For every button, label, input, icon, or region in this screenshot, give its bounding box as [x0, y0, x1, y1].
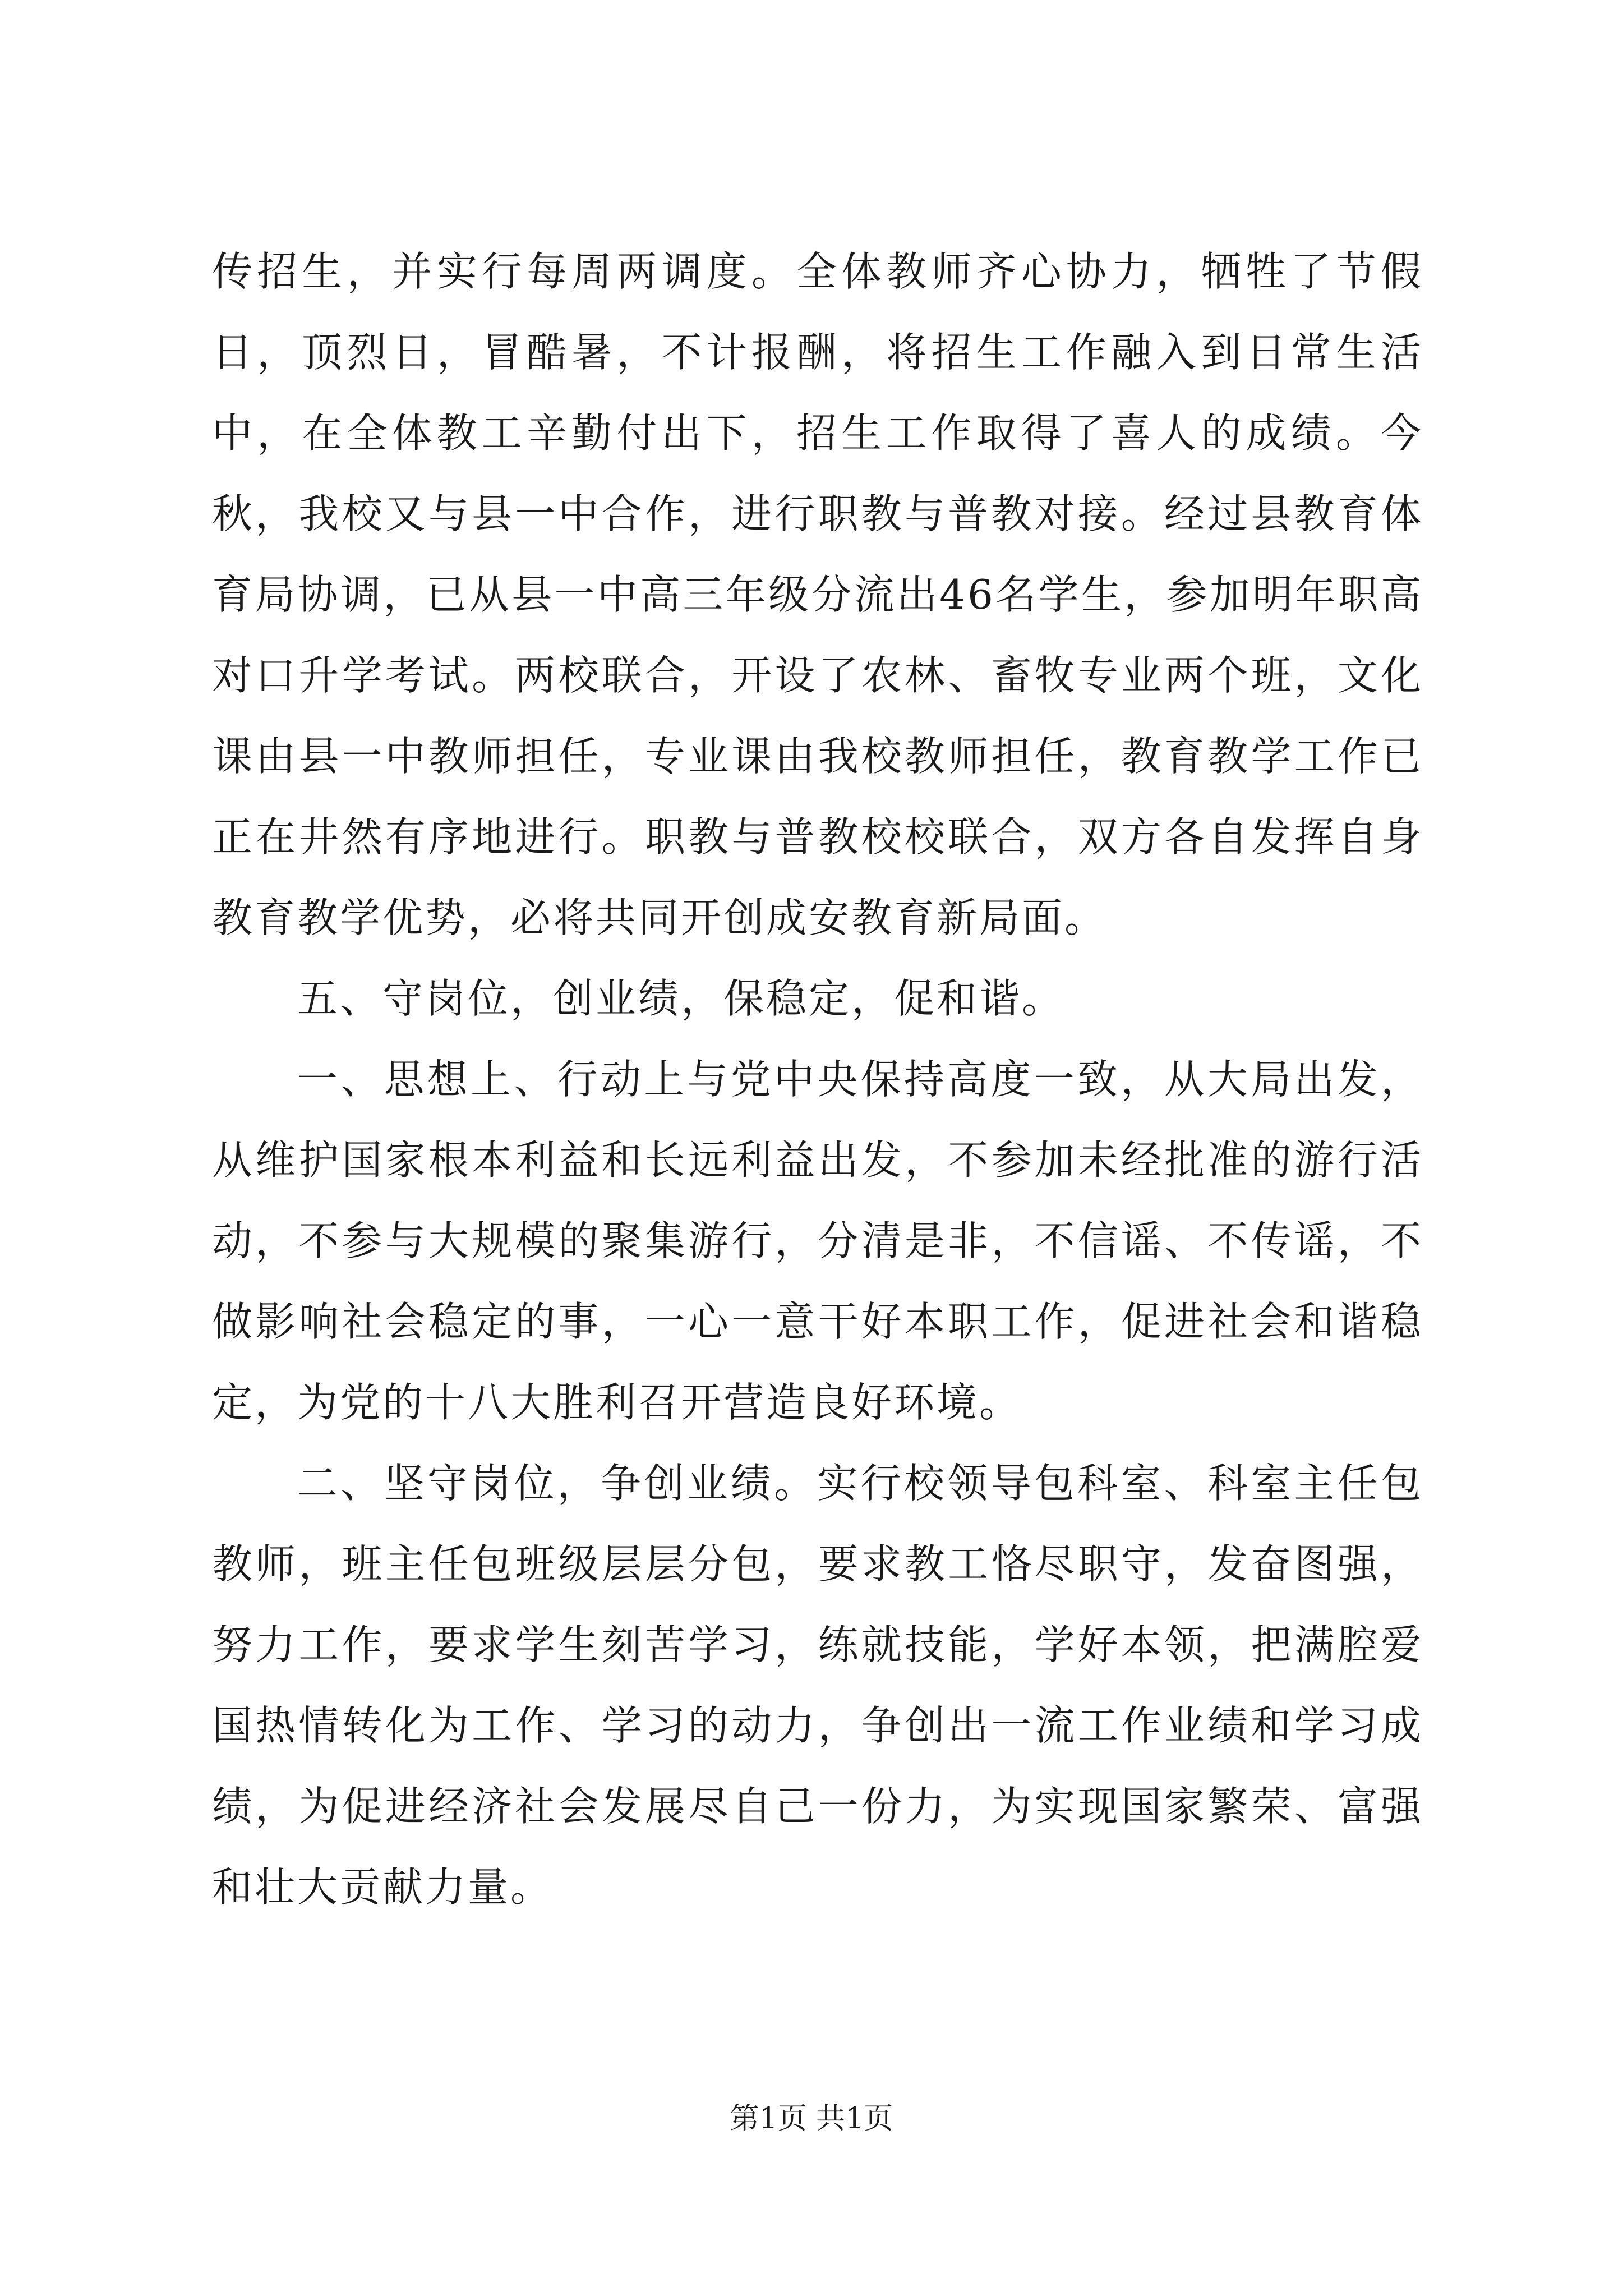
paragraph-point-two: 二、坚守岗位，争创业绩。实行校领导包科室、科室主任包教师，班主任包班级层层分包，要求教工恪尽职守，发奋图强，努力工作，要求学生刻苦学习，练就技能，学好本领，把满腔爱国热情转化为工作、学习的动力，争创出一流工作业绩和学习成绩，为促进经济社会发展尽自己一份力，为实现国家繁荣、富强和壮大贡献力量。	[212, 1460, 1423, 1911]
document-body	[212, 231, 1423, 1927]
paragraph-point-one: 一、思想上、行动上与党中央保持高度一致，从大局出发，从维护国家根本利益和长远利益出发，不参加未经批准的游行活动，不参与大规模的聚集游行，分清是非，不信谣、不传谣，不做影响社会稳定的事，一心一意干好本职工作，促进社会和谐稳定，为党的十八大胜利召开营造良好环境。	[212, 1056, 1423, 1426]
section-heading-five: 五、守岗位，创业绩，保稳定，促和谐。	[297, 975, 1065, 1022]
paragraph-recruitment-continued: 传招生，并实行每周两调度。全体教师齐心协力，牺牲了节假日，顶烈日，冒酷暑，不计报酬，将招生工作融入到日常生活中，在全体教工辛勤付出下，招生工作取得了喜人的成绩。今秋，我校又与县一中合作，进行职教与普教对接。经过县教育体育局协调，已从县一中高三年级分流出46名学生，参加明年职高对口升学考试。两校联合，开设了农林、畜牧专业两个班，文化课由县一中教师担任，专业课由我校教师担任，教育教学工作已正在井然有序地进行。职教与普教校校联合，双方各自发挥自身教育教学优势，必将共同开创成安教育新局面。	[212, 248, 1423, 941]
page-footer: 第1页 共1页	[730, 2102, 893, 2136]
